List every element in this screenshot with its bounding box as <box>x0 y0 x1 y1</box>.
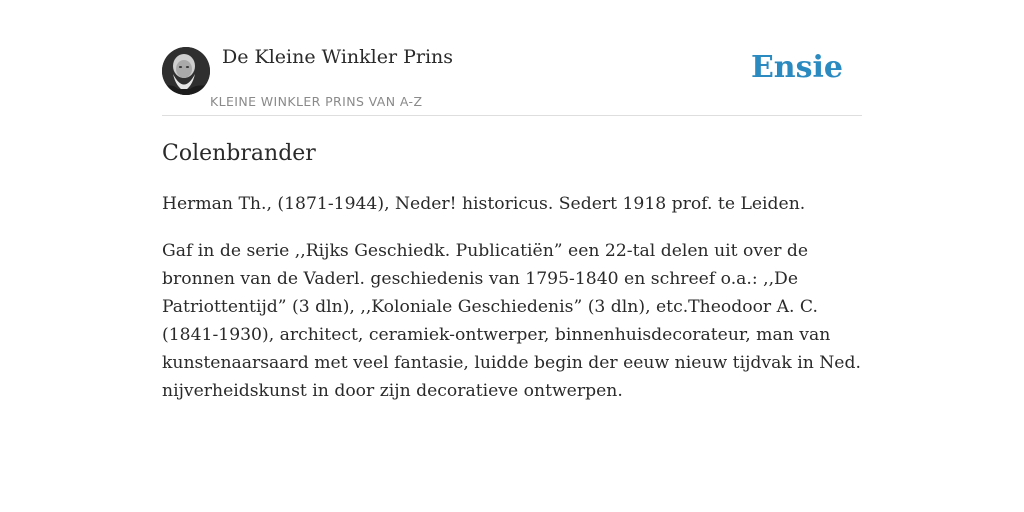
article-paragraph-2: Gaf in de serie ,,Rijks Geschiedk. Publicatiën” een 22-tal delen uit over de bronnen van de Vaderl. geschiedenis van 1795-1840 en schreef o.a.: ,,De Patriottentijd” (3 dln), ,,Koloniale Geschiedenis” (3 dln), etc.Theodoor A. C. (1841-1930), architect, ceramiek-ontwerper, binnenhuisdecorateur, man van kunstenaarsaard met veel fantasie, luidde begin der eeuw nieuw tijdvak in Ned. nijverheidskunst in door zijn decoratieve ontwerpen. <box>162 241 861 401</box>
page-header <box>162 44 862 116</box>
article-title: Colenbrander <box>162 141 316 166</box>
article-content <box>162 138 862 424</box>
author-avatar[interactable] <box>162 47 210 95</box>
collection-name[interactable]: KLEINE WINKLER PRINS VAN A-Z <box>210 94 423 109</box>
portrait-avatar-icon <box>162 47 210 95</box>
brand-logo[interactable]: Ensie <box>750 50 843 85</box>
author-name[interactable]: De Kleine Winkler Prins <box>222 46 454 68</box>
article-paragraph-1: Herman Th., (1871-1944), Neder! historicus. Sedert 1918 prof. te Leiden. <box>162 194 806 214</box>
